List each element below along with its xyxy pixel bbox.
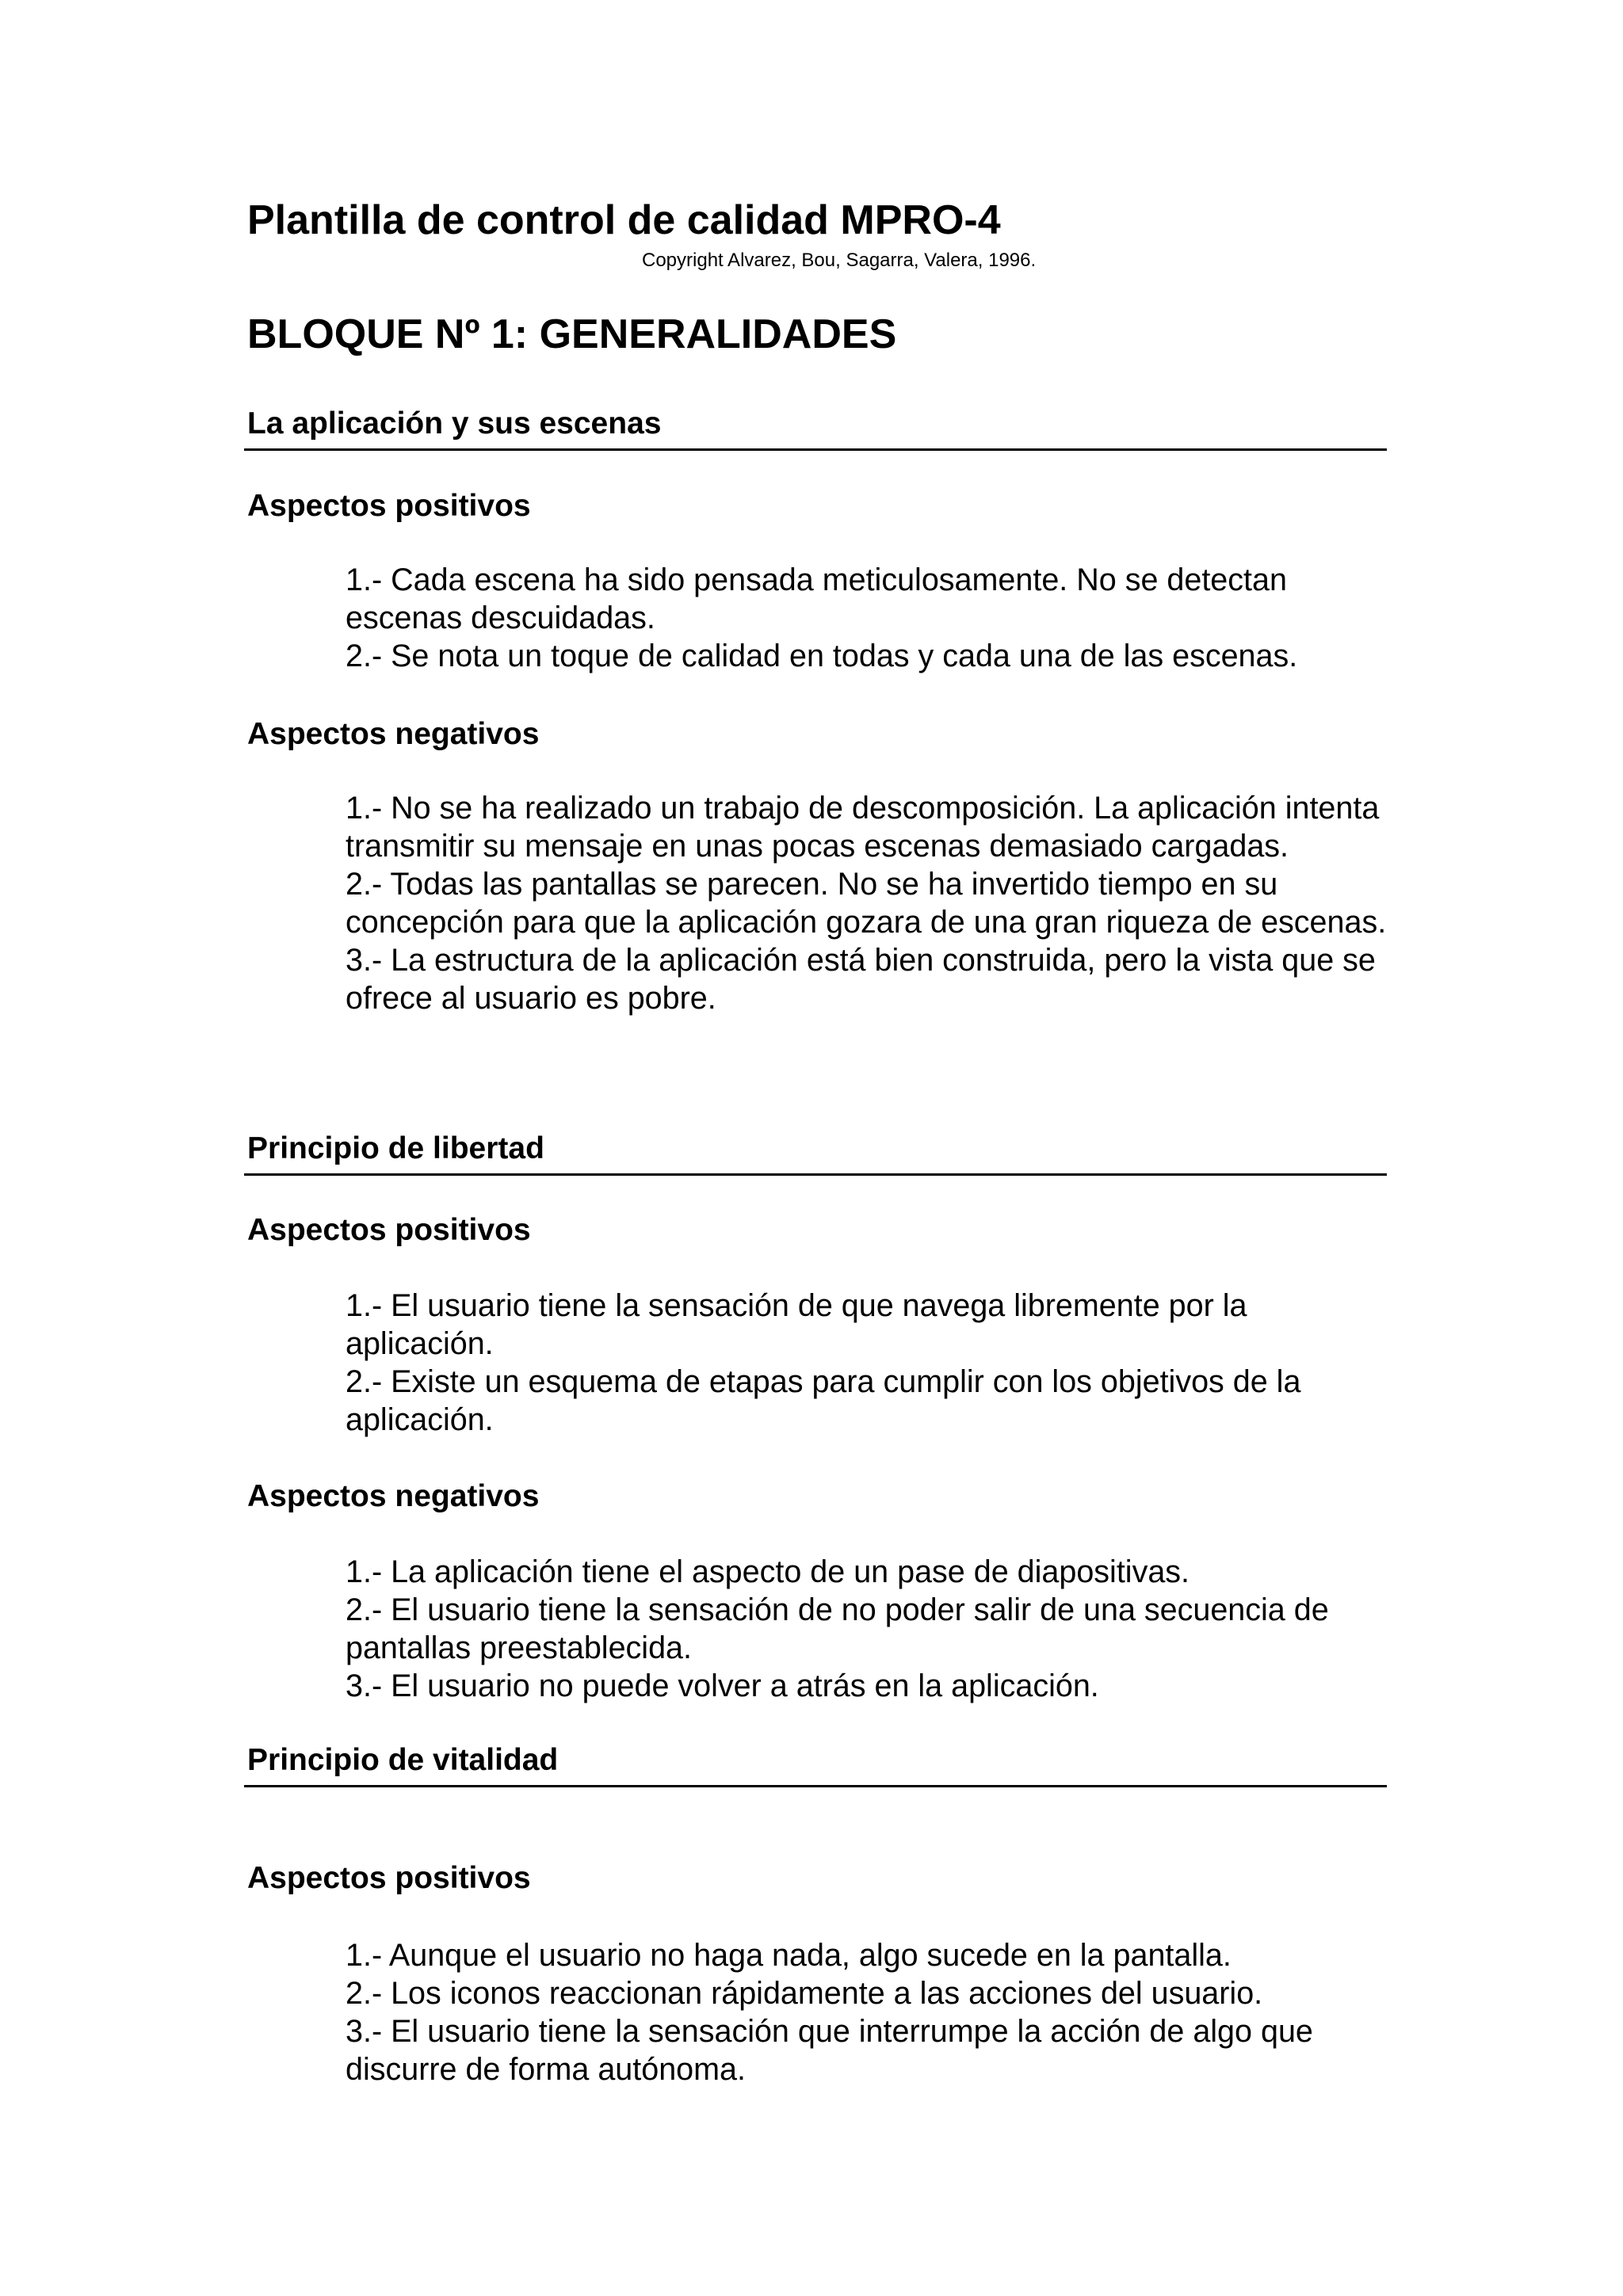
item-list-positive <box>346 1287 1400 1439</box>
aspect-label-positive: Aspectos positivos <box>247 489 531 523</box>
list-item: 2.- Se nota un toque de calidad en todas y cada una de las escenas. <box>346 639 1298 673</box>
item-list-negative <box>346 789 1400 1017</box>
list-item: 1.- La aplicación tiene el aspecto de un pase de diapositivas. <box>346 1554 1190 1589</box>
list-item: 1.- No se ha realizado un trabajo de descomposición. La aplicación intenta transmitir su mensaje en unas pocas escenas demasiado cargadas. <box>346 791 1380 864</box>
list-item: 1.- El usuario tiene la sensación de que navega libremente por la aplicación. <box>346 1288 1247 1361</box>
section-heading-libertad <box>244 1129 1387 1176</box>
list-item: 2.- Los iconos reaccionan rápidamente a las acciones del usuario. <box>346 1976 1263 2011</box>
item-list-positive <box>346 561 1400 675</box>
list-item: 2.- El usuario tiene la sensación de no poder salir de una secuencia de pantallas preestablecida. <box>346 1592 1329 1665</box>
list-item: 2.- Todas las pantallas se parecen. No se ha invertido tiempo en su concepción para que la aplicación gozara de una gran riqueza de escenas. <box>346 867 1387 940</box>
item-list-positive <box>346 1936 1400 2088</box>
aspect-label-positive: Aspectos positivos <box>247 1213 531 1247</box>
list-item: 1.- Cada escena ha sido pensada meticulosamente. No se detectan escenas descuidadas. <box>346 563 1287 635</box>
list-item: 1.- Aunque el usuario no haga nada, algo sucede en la pantalla. <box>346 1938 1232 1973</box>
list-item: 3.- El usuario tiene la sensación que interrumpe la acción de algo que discurre de forma autónoma. <box>346 2014 1313 2087</box>
item-list-negative <box>346 1553 1400 1705</box>
section-heading-text: La aplicación y sus escenas <box>247 406 662 441</box>
block-title: BLOQUE Nº 1: GENERALIDADES <box>247 311 897 357</box>
list-item: 2.- Existe un esquema de etapas para cumplir con los objetivos de la aplicación. <box>346 1364 1301 1437</box>
section-heading-text: Principio de libertad <box>247 1131 544 1165</box>
section-heading-vitalidad <box>244 1741 1387 1787</box>
aspect-label-negative: Aspectos negativos <box>247 1479 540 1513</box>
aspect-label-negative: Aspectos negativos <box>247 717 540 751</box>
section-heading-text: Principio de vitalidad <box>247 1743 559 1777</box>
section-heading-escenas <box>244 404 1387 451</box>
list-item: 3.- El usuario no puede volver a atrás en la aplicación. <box>346 1669 1099 1703</box>
document-title: Plantilla de control de calidad MPRO-4 <box>247 197 1001 243</box>
copyright-notice: Copyright Alvarez, Bou, Sagarra, Valera, 1996. <box>642 250 1037 271</box>
aspect-label-positive: Aspectos positivos <box>247 1861 531 1895</box>
list-item: 3.- La estructura de la aplicación está bien construida, pero la vista que se ofrece al usuario es pobre. <box>346 943 1376 1016</box>
